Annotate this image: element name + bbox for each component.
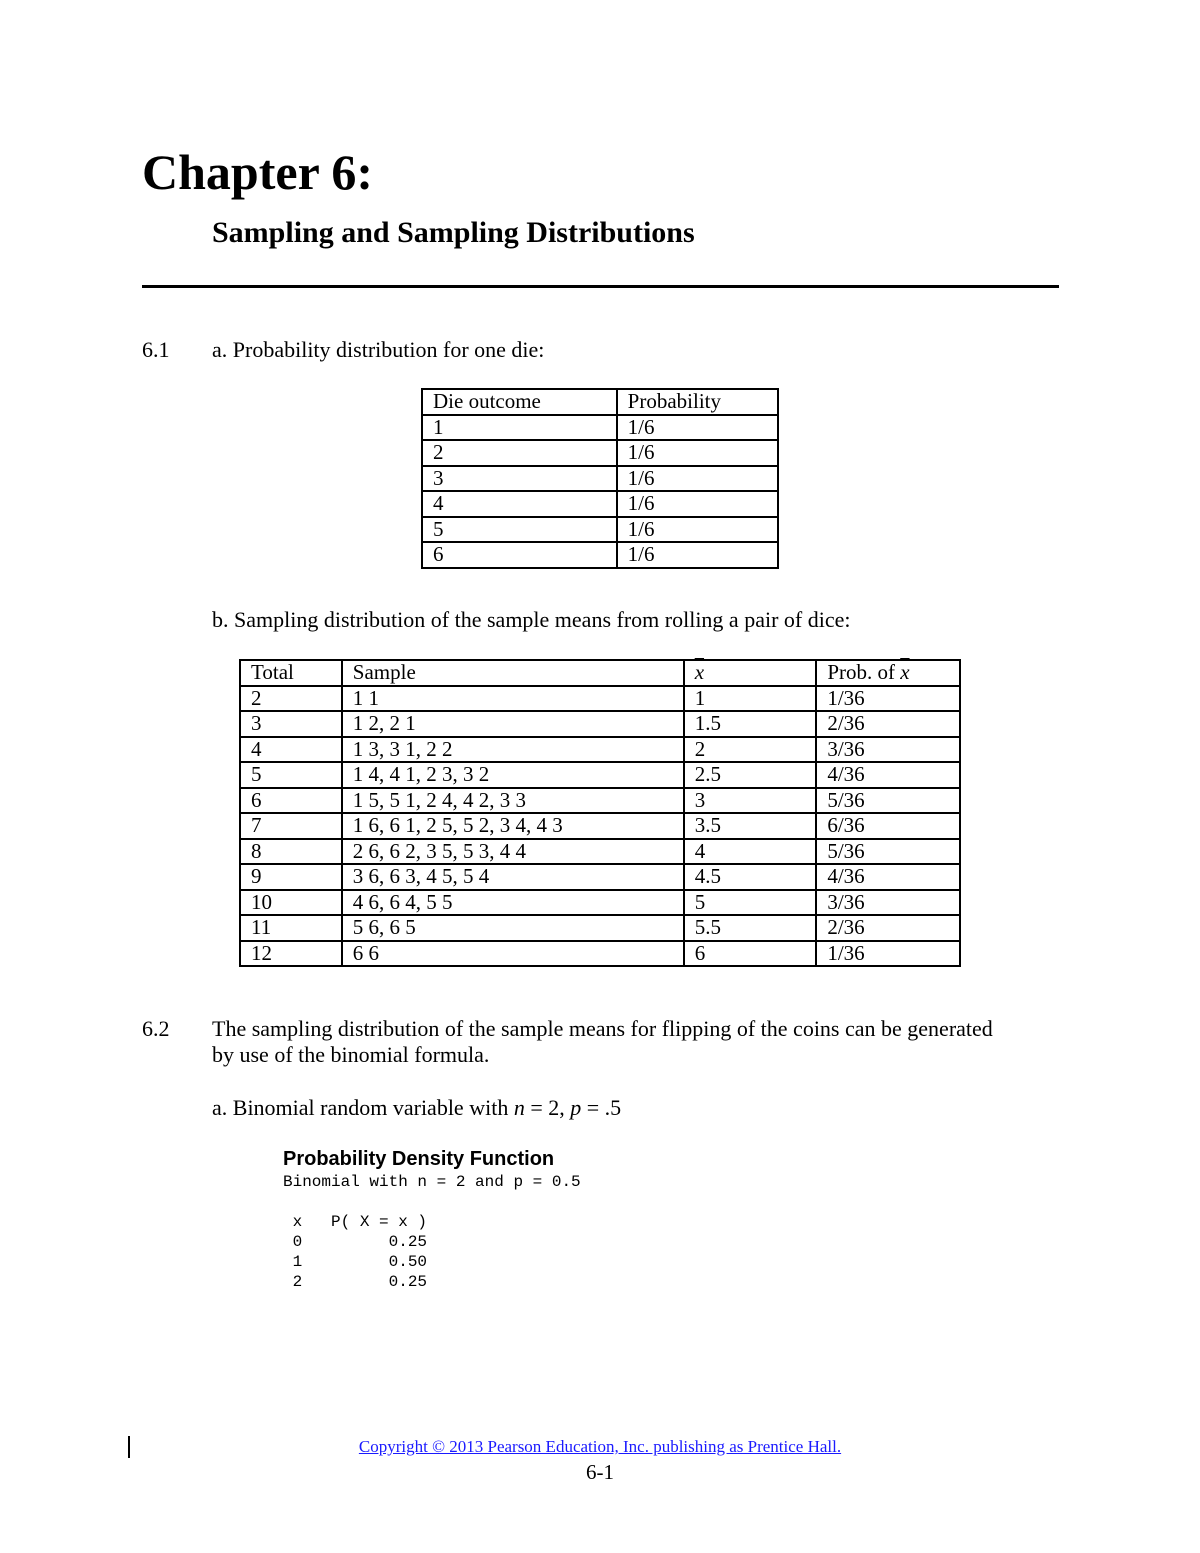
table-cell: 1/36 bbox=[816, 686, 960, 712]
table-cell: 1 3, 3 1, 2 2 bbox=[342, 737, 684, 763]
table-cell: 1 bbox=[684, 686, 817, 712]
table-row bbox=[422, 542, 778, 568]
table-row bbox=[422, 415, 778, 441]
table-cell: 5 bbox=[684, 890, 817, 916]
table-row bbox=[240, 864, 960, 890]
table-cell: 4 bbox=[422, 491, 617, 517]
pdf-title: Probability Density Function bbox=[283, 1148, 555, 1170]
table-cell: 1 5, 5 1, 2 4, 4 2, 3 3 bbox=[342, 788, 684, 814]
table-cell: 5 bbox=[422, 517, 617, 543]
table-cell: 5.5 bbox=[684, 915, 817, 941]
table-cell: 9 bbox=[240, 864, 342, 890]
variable-n: n bbox=[513, 1095, 525, 1120]
problem-number-6-1: 6.1 bbox=[142, 337, 170, 362]
x-bar-symbol: $\overline{x}$ bbox=[900, 660, 910, 685]
table-cell: 2.5 bbox=[684, 762, 817, 788]
table-cell: 4 bbox=[684, 839, 817, 865]
table-cell: 1/6 bbox=[617, 440, 778, 466]
table-cell: 1 4, 4 1, 2 3, 3 2 bbox=[342, 762, 684, 788]
table-cell: 5 bbox=[240, 762, 342, 788]
table-cell: 3 bbox=[422, 466, 617, 492]
table-cell: 2 6, 6 2, 3 5, 5 3, 4 4 bbox=[342, 839, 684, 865]
table-row bbox=[240, 839, 960, 865]
table-cell: 2 bbox=[684, 737, 817, 763]
problem-6-2-line-1: The sampling distribution of the sample means for flipping of the coins can be generated bbox=[212, 1016, 993, 1041]
table-cell: 1 2, 2 1 bbox=[342, 711, 684, 737]
pdf-row: 0 0.25 bbox=[283, 1233, 428, 1251]
table-row bbox=[240, 890, 960, 916]
variable-p: p bbox=[570, 1095, 582, 1120]
table-row bbox=[422, 466, 778, 492]
table-cell: 5/36 bbox=[816, 788, 960, 814]
table-cell: 7 bbox=[240, 813, 342, 839]
header-divider bbox=[142, 285, 1059, 288]
problem-number-6-2: 6.2 bbox=[142, 1016, 170, 1041]
part-a-prefix: a. Binomial random variable with bbox=[212, 1095, 514, 1120]
table-cell: 6 6 bbox=[342, 941, 684, 967]
pdf-row: 2 0.25 bbox=[283, 1273, 428, 1291]
table-cell: 12 bbox=[240, 941, 342, 967]
table-header-cell bbox=[684, 660, 817, 686]
table-cell: 5 6, 6 5 bbox=[342, 915, 684, 941]
table-row bbox=[240, 686, 960, 712]
table-header-cell: Die outcome bbox=[422, 389, 617, 415]
table-cell: 1/6 bbox=[617, 542, 778, 568]
table-row bbox=[240, 915, 960, 941]
problem-6-2-line-2: by use of the binomial formula. bbox=[212, 1042, 490, 1067]
table-cell: 3 bbox=[240, 711, 342, 737]
table-row bbox=[240, 813, 960, 839]
table-cell: 8 bbox=[240, 839, 342, 865]
table-header-cell bbox=[816, 660, 960, 686]
problem-6-1-part-a: a. Probability distribution for one die: bbox=[212, 337, 545, 362]
table-cell: 1 bbox=[422, 415, 617, 441]
table-row bbox=[422, 491, 778, 517]
table-cell: 6 bbox=[684, 941, 817, 967]
table-header-cell: Probability bbox=[617, 389, 778, 415]
table-cell: 1.5 bbox=[684, 711, 817, 737]
page-number: 6-1 bbox=[586, 1460, 614, 1484]
table-cell: 3/36 bbox=[816, 737, 960, 763]
table-cell: 4 6, 6 4, 5 5 bbox=[342, 890, 684, 916]
table-cell: 3 6, 6 3, 4 5, 5 4 bbox=[342, 864, 684, 890]
table-cell: 3.5 bbox=[684, 813, 817, 839]
table-cell: 1/6 bbox=[617, 466, 778, 492]
die-probability-table bbox=[421, 388, 779, 569]
table-cell: 4/36 bbox=[816, 762, 960, 788]
table-cell: 11 bbox=[240, 915, 342, 941]
table-cell: 6 bbox=[422, 542, 617, 568]
table-cell: 1/36 bbox=[816, 941, 960, 967]
table-row bbox=[422, 440, 778, 466]
table-header-cell: Sample bbox=[342, 660, 684, 686]
table-cell: 1/6 bbox=[617, 415, 778, 441]
problem-6-2-part-a bbox=[212, 1095, 621, 1121]
table-row bbox=[422, 517, 778, 543]
table-row bbox=[240, 711, 960, 737]
table-cell: 1/6 bbox=[617, 517, 778, 543]
table-cell: 4.5 bbox=[684, 864, 817, 890]
table-cell: 1 6, 6 1, 2 5, 5 2, 3 4, 4 3 bbox=[342, 813, 684, 839]
table-row bbox=[240, 941, 960, 967]
pdf-subtitle: Binomial with n = 2 and p = 0.5 bbox=[283, 1173, 581, 1191]
part-a-end: = .5 bbox=[581, 1095, 622, 1120]
pdf-row: 1 0.50 bbox=[283, 1253, 428, 1271]
table-cell: 10 bbox=[240, 890, 342, 916]
chapter-subtitle: Sampling and Sampling Distributions bbox=[212, 216, 695, 249]
table-cell: 4 bbox=[240, 737, 342, 763]
table-cell: 5/36 bbox=[816, 839, 960, 865]
table-cell: 2 bbox=[422, 440, 617, 466]
table-cell: 2/36 bbox=[816, 711, 960, 737]
table-cell: 4/36 bbox=[816, 864, 960, 890]
table-cell: 1 1 bbox=[342, 686, 684, 712]
table-cell: 6 bbox=[240, 788, 342, 814]
copyright-link[interactable]: Copyright © 2013 Pearson Education, Inc. publishing as Prentice Hall. bbox=[358, 1437, 842, 1456]
pdf-column-header: x P( X = x ) bbox=[283, 1213, 428, 1231]
table-cell: 3/36 bbox=[816, 890, 960, 916]
table-cell: 3 bbox=[684, 788, 817, 814]
prob-of-label: Prob. of bbox=[827, 660, 901, 685]
sample-means-table bbox=[239, 659, 961, 967]
table-cell: 2/36 bbox=[816, 915, 960, 941]
table-header-row bbox=[240, 660, 960, 686]
table-cell: 1/6 bbox=[617, 491, 778, 517]
table-row bbox=[240, 762, 960, 788]
table-row bbox=[240, 737, 960, 763]
table-row bbox=[240, 788, 960, 814]
chapter-title: Chapter 6: bbox=[142, 144, 374, 200]
table-header-row bbox=[422, 389, 778, 415]
problem-6-1-part-b: b. Sampling distribution of the sample means from rolling a pair of dice: bbox=[212, 607, 851, 632]
table-header-cell: Total bbox=[240, 660, 342, 686]
part-a-mid: = 2, bbox=[524, 1095, 571, 1120]
table-cell: 2 bbox=[240, 686, 342, 712]
table-cell: 6/36 bbox=[816, 813, 960, 839]
x-bar-symbol: $\overline{x}$ bbox=[694, 660, 705, 685]
